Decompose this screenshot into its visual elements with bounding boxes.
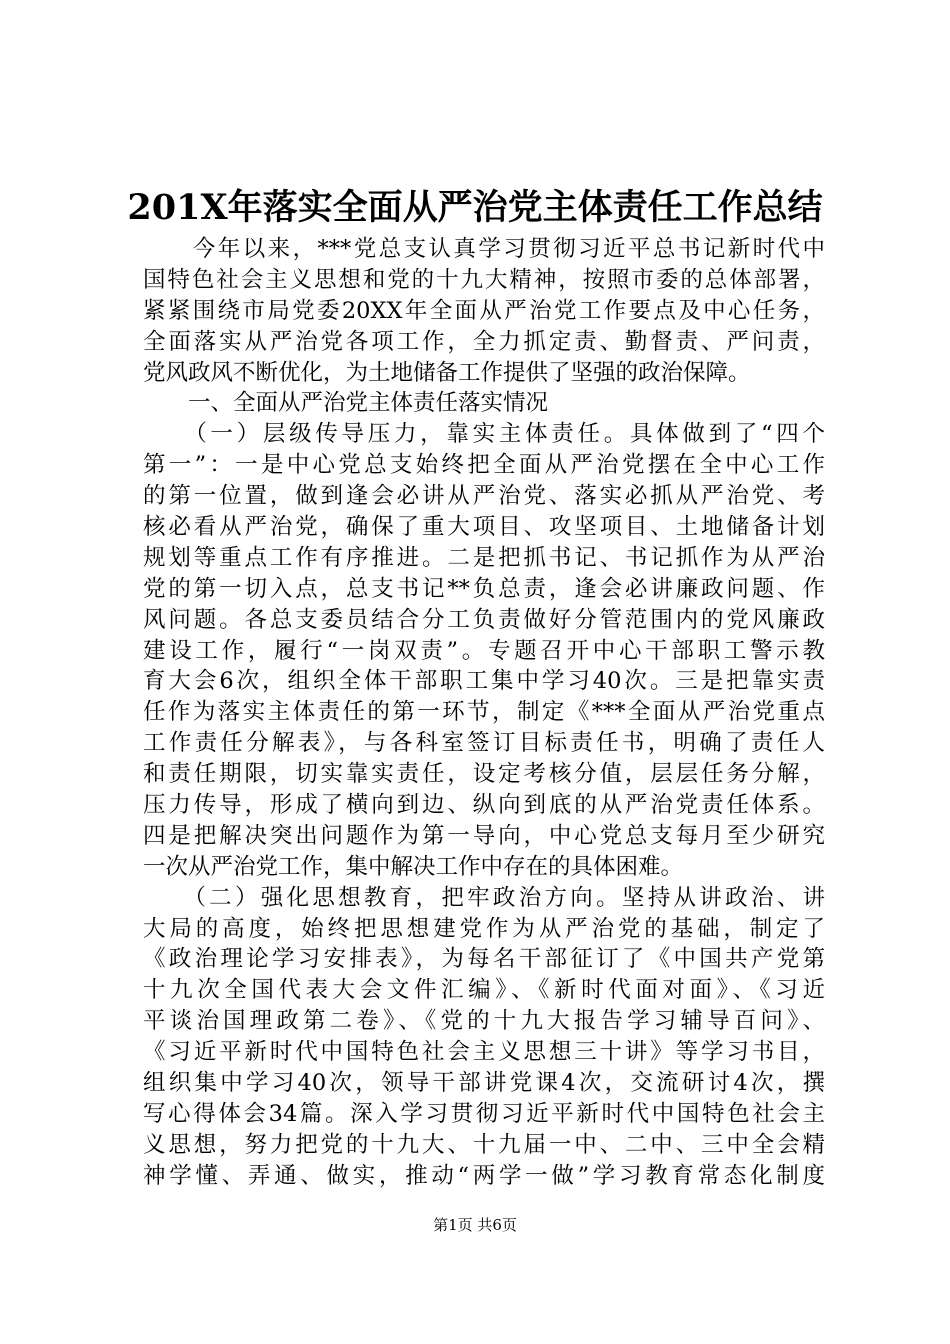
text-line: 一次从严治党工作，集中解决工作中存在的具体困难。 [143, 853, 684, 880]
text-line: 十九次全国代表大会文件汇编》、《新时代面对面》、《习近 [143, 977, 825, 1004]
text-line: 四是把解决突出问题作为第一导向，中心党总支每月至少研究 [143, 822, 825, 849]
text-line: 组织集中学习40次，领导干部讲党课4次，交流研讨4次，撰 [143, 1070, 825, 1097]
text-line: 党的第一切入点，总支书记**负总责，逢会必讲廉政问题、作 [143, 575, 825, 602]
text-line: 写心得体会34篇。深入学习贯彻习近平新时代中国特色社会主 [143, 1100, 825, 1127]
text-line: 今年以来，***党总支认真学习贯彻习近平总书记新时代中 [143, 236, 825, 262]
text-line: 平谈治国理政第二卷》、《党的十九大报告学习辅导百问》、 [143, 1008, 825, 1035]
text-line: 义思想，努力把党的十九大、十九届一中、二中、三中全会精 [143, 1131, 825, 1158]
text-line: 全面落实从严治党各项工作，全力抓定责、勤督责、严问责， [143, 328, 825, 355]
text-line: 第一”：一是中心党总支始终把全面从严治党摆在全中心工作 [143, 452, 825, 479]
text-line: 风问题。各总支委员结合分工负责做好分管范围内的党风廉政 [143, 606, 825, 633]
text-line: 规划等重点工作有序推进。二是把抓书记、书记抓作为从严治 [143, 544, 825, 571]
text-line: 大局的高度，始终把思想建党作为从严治党的基础，制定了 [143, 915, 825, 942]
text-line: 压力传导，形成了横向到边、纵向到底的从严治党责任体系。 [143, 792, 825, 819]
text-line: （二）强化思想教育，把牢政治方向。坚持从讲政治、讲 [143, 884, 825, 911]
text-line: 《习近平新时代中国特色社会主义思想三十讲》等学习书目， [143, 1039, 825, 1066]
section-heading: 一、全面从严治党主体责任落实情况 [143, 390, 549, 417]
text-line: 神学懂、弄通、做实，推动“两学一做”学习教育常态化制度 [143, 1162, 825, 1189]
text-line: 国特色社会主义思想和党的十九大精神，按照市委的总体部署， [143, 266, 825, 293]
text-line: 核必看从严治党，确保了重大项目、攻坚项目、土地储备计划 [143, 514, 825, 541]
document-body [143, 234, 825, 1192]
text-line: 紧紧围绕市局党委20XX年全面从严治党工作要点及中心任务， [143, 297, 825, 324]
text-line: 工作责任分解表》，与各科室签订目标责任书，明确了责任人 [143, 730, 825, 757]
page-number-footer: 第1页 共6页 [433, 1216, 517, 1234]
text-line: 的第一位置，做到逢会必讲从严治党、落实必抓从严治党、考 [143, 483, 825, 510]
text-line: 《政治理论学习安排表》，为每名干部征订了《中国共产党第 [143, 946, 825, 973]
text-line: 党风政风不断优化，为土地储备工作提供了坚强的政治保障。 [143, 359, 751, 386]
text-line: （一）层级传导压力，靠实主体责任。具体做到了“四个 [143, 421, 825, 448]
document-title: 201X年落实全面从严治党主体责任工作总结 [127, 187, 823, 228]
text-line: 任作为落实主体责任的第一环节，制定《***全面从严治党重点 [143, 699, 825, 726]
text-line: 建设工作，履行“一岗双责”。专题召开中心干部职工警示教 [143, 637, 825, 664]
text-line: 和责任期限，切实靠实责任，设定考核分值，层层任务分解， [143, 761, 825, 788]
text-line: 育大会6次，组织全体干部职工集中学习40次。三是把靠实责 [143, 668, 825, 695]
